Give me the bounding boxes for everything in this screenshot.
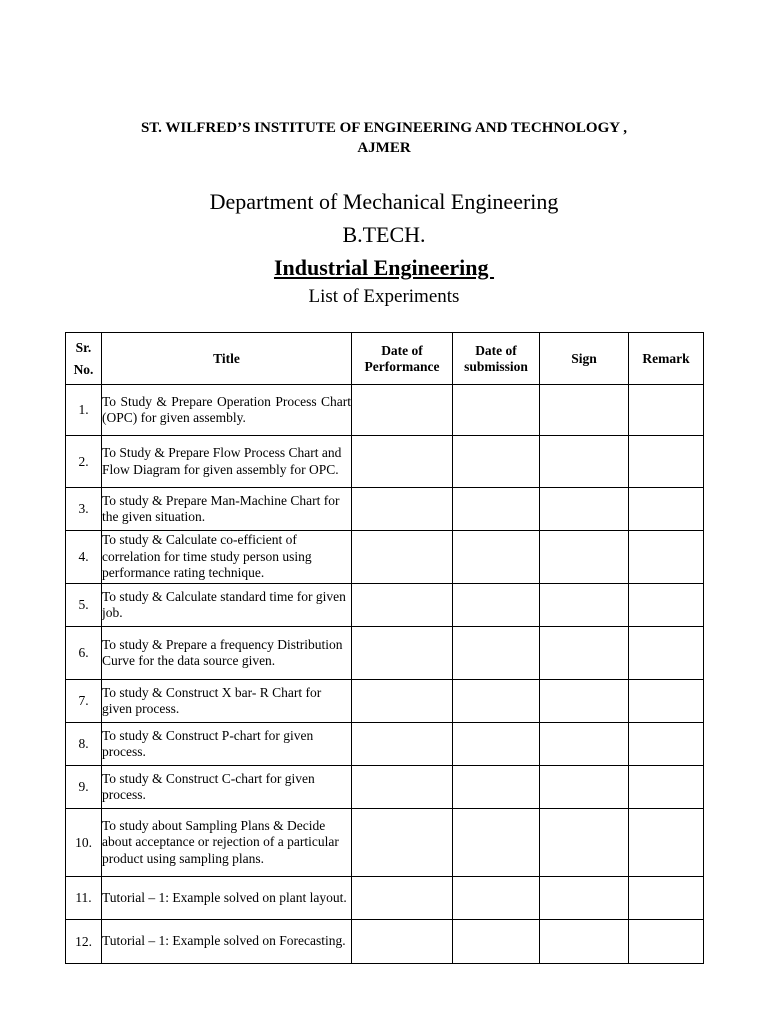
header-sr-line2: No. (73, 361, 94, 377)
subject-title: Industrial Engineering (273, 255, 495, 280)
row-remark-cell[interactable] (629, 920, 704, 964)
header-date-of-submission (453, 333, 540, 385)
table-row (66, 436, 704, 488)
row-remark-cell[interactable] (629, 723, 704, 766)
header-date-sub-line2: submission (464, 358, 528, 374)
row-date-performance-cell[interactable] (352, 809, 453, 877)
row-remark-cell[interactable] (629, 436, 704, 488)
row-remark-cell[interactable] (629, 877, 704, 920)
table-row (66, 680, 704, 723)
row-remark-cell[interactable] (629, 766, 704, 809)
table-row (66, 488, 704, 531)
department-title: Department of Mechanical Engineering (209, 189, 559, 214)
row-date-performance-cell[interactable] (352, 531, 453, 584)
header-sign: Sign (540, 333, 629, 385)
row-date-performance-cell[interactable] (352, 584, 453, 627)
row-title: To study & Calculate co-efficient of correlation for time study person using performance rating technique. (102, 531, 352, 584)
experiments-table (65, 332, 704, 964)
row-date-submission-cell[interactable] (453, 809, 540, 877)
header-remark: Remark (629, 333, 704, 385)
row-sr-no: 7. (66, 680, 102, 723)
row-sr-no: 3. (66, 488, 102, 531)
row-date-submission-cell[interactable] (453, 680, 540, 723)
row-title: To study about Sampling Plans & Decide about acceptance or rejection of a particular product using sampling plans. (102, 809, 352, 877)
header-date-of-performance (352, 333, 453, 385)
row-remark-cell[interactable] (629, 531, 704, 584)
table-row (66, 584, 704, 627)
row-sign-cell[interactable] (540, 680, 629, 723)
row-date-submission-cell[interactable] (453, 584, 540, 627)
row-remark-cell[interactable] (629, 584, 704, 627)
row-sr-no: 9. (66, 766, 102, 809)
row-date-submission-cell[interactable] (453, 385, 540, 436)
row-remark-cell[interactable] (629, 809, 704, 877)
row-sr-no: 5. (66, 584, 102, 627)
row-title: To study & Construct C-chart for given process. (102, 766, 352, 809)
row-sign-cell[interactable] (540, 809, 629, 877)
row-date-submission-cell[interactable] (453, 723, 540, 766)
row-date-performance-cell[interactable] (352, 488, 453, 531)
subject-wrapper (60, 253, 708, 286)
row-sign-cell[interactable] (540, 531, 629, 584)
table-row (66, 920, 704, 964)
row-title: To Study & Prepare Flow Process Chart and Flow Diagram for given assembly for OPC. (102, 436, 352, 488)
row-date-performance-cell[interactable] (352, 627, 453, 680)
header-title: Title (102, 333, 352, 385)
row-sign-cell[interactable] (540, 385, 629, 436)
row-title: To study & Construct X bar- R Chart for given process. (102, 680, 352, 723)
row-title: To study & Prepare a frequency Distribution Curve for the data source given. (102, 627, 352, 680)
row-sr-no: 6. (66, 627, 102, 680)
header-date-sub-line1: Date of (475, 342, 517, 358)
table-row (66, 877, 704, 920)
header-date-perf-line2: Performance (364, 358, 440, 374)
row-date-submission-cell[interactable] (453, 627, 540, 680)
row-date-performance-cell[interactable] (352, 680, 453, 723)
row-date-submission-cell[interactable] (453, 877, 540, 920)
table-row (66, 723, 704, 766)
row-date-submission-cell[interactable] (453, 766, 540, 809)
row-sign-cell[interactable] (540, 920, 629, 964)
row-sr-no: 2. (66, 436, 102, 488)
row-date-submission-cell[interactable] (453, 436, 540, 488)
table-row (66, 531, 704, 584)
row-sign-cell[interactable] (540, 723, 629, 766)
row-sr-no: 8. (66, 723, 102, 766)
row-date-submission-cell[interactable] (453, 488, 540, 531)
header-sr-line1: Sr. (75, 339, 92, 355)
table-row (66, 766, 704, 809)
institute-name-line1: ST. WILFRED’S INSTITUTE OF ENGINEERING AND TECHNOLOGY , (140, 120, 628, 136)
row-remark-cell[interactable] (629, 385, 704, 436)
row-sr-no: 11. (66, 877, 102, 920)
row-sign-cell[interactable] (540, 627, 629, 680)
row-sign-cell[interactable] (540, 488, 629, 531)
row-date-performance-cell[interactable] (352, 920, 453, 964)
row-sr-no: 12. (66, 920, 102, 964)
degree-title: B.TECH. (342, 222, 426, 247)
row-title: Tutorial – 1: Example solved on plant layout. (102, 877, 352, 920)
table-header-row (66, 333, 704, 385)
header-date-perf-line1: Date of (381, 342, 423, 358)
list-title: List of Experiments (308, 286, 460, 307)
row-title: To study & Calculate standard time for given job. (102, 584, 352, 627)
row-sr-no: 1. (66, 385, 102, 436)
row-sr-no: 10. (66, 809, 102, 877)
row-sign-cell[interactable] (540, 877, 629, 920)
row-sign-cell[interactable] (540, 436, 629, 488)
header-sr-no (66, 333, 102, 385)
row-date-submission-cell[interactable] (453, 531, 540, 584)
row-title: To study & Construct P-chart for given process. (102, 723, 352, 766)
row-sr-no: 4. (66, 531, 102, 584)
row-date-submission-cell[interactable] (453, 920, 540, 964)
row-date-performance-cell[interactable] (352, 385, 453, 436)
row-date-performance-cell[interactable] (352, 723, 453, 766)
table-row (66, 627, 704, 680)
row-title: Tutorial – 1: Example solved on Forecasting. (102, 920, 352, 964)
row-sign-cell[interactable] (540, 766, 629, 809)
row-title: To study & Prepare Man-Machine Chart for the given situation. (102, 488, 352, 531)
institute-name-line2: AJMER (357, 140, 411, 156)
row-remark-cell[interactable] (629, 680, 704, 723)
row-date-performance-cell[interactable] (352, 877, 453, 920)
table-row (66, 809, 704, 877)
row-title: To Study & Prepare Operation Process Chart (OPC) for given assembly. (102, 385, 352, 436)
row-remark-cell[interactable] (629, 627, 704, 680)
row-date-performance-cell[interactable] (352, 766, 453, 809)
row-date-performance-cell[interactable] (352, 436, 453, 488)
row-remark-cell[interactable] (629, 488, 704, 531)
table-row (66, 385, 704, 436)
row-sign-cell[interactable] (540, 584, 629, 627)
